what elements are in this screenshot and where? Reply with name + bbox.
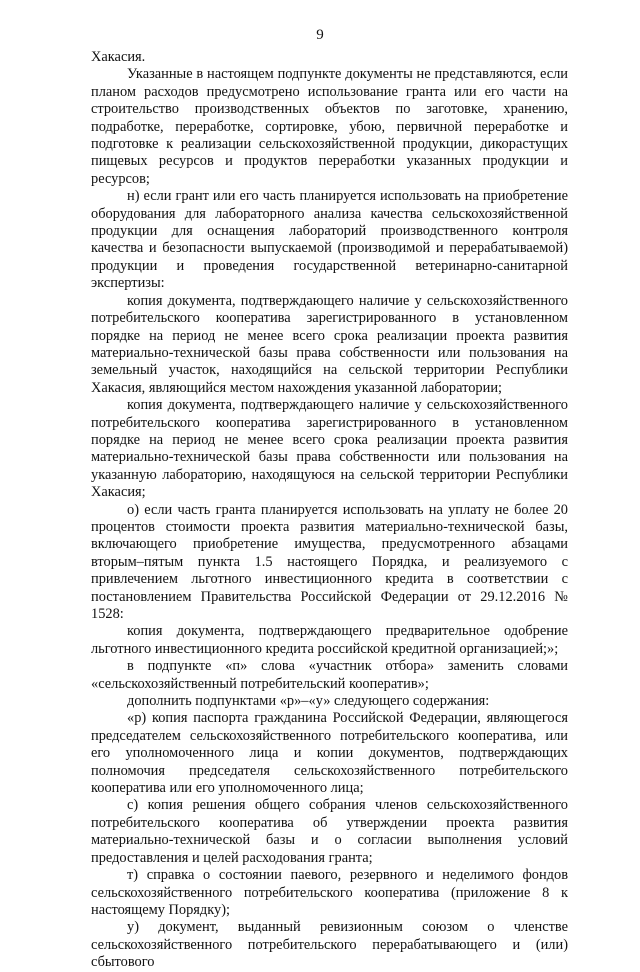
paragraph-subclause-n: н) если грант или его часть планируется использовать на приобретение оборудования для лабораторного анализа качества сельскохозяйственной продукции для оснащения лабораторий производственного контроля качества и безопасности выпускаемой (производимой и перерабатываемой) продукции и проведения государственной ветеринарно-санитарной экспертизы: [91, 188, 568, 292]
paragraph-continuation: Хакасия. [91, 49, 146, 65]
paragraph-subclause-r: «р) копия паспорта гражданина Российской Федерации, являющегося председателем сельскохозяйственного потребительского кооператива, или его уполномоченного лица и копии документов, подтверждающих полномочия председателя сельскохозяйственного потребительского кооператива или его уполномоченного лица; [91, 710, 568, 797]
paragraph-land-rights-copy: копия документа, подтверждающего наличие у сельскохозяйственного потребительского кооператива зарегистрированного в установленном порядке на период не менее всего срока реализации проекта развития материально-технической базы права собственности или пользования на земельный участок, находящийся на сельской территории Республики Хакасия, являющийся местом нахождения указанной лаборатории; [91, 292, 568, 396]
document-body [91, 49, 568, 972]
paragraph-subclause-u: у) документ, выданный ревизионным союзом о членстве сельскохозяйственного потребительского перерабатывающего и (или) сбытового [91, 919, 568, 971]
paragraph-laboratory-rights-copy: копия документа, подтверждающего наличие у сельскохозяйственного потребительского кооператива зарегистрированного в установленном порядке на период не менее всего срока реализации проекта развития материально-технической базы права собственности или пользования на указанную лабораторию, находящуюся на сельской территории Республики Хакасия; [91, 397, 568, 501]
paragraph-credit-approval-copy: копия документа, подтверждающего предварительное одобрение льготного инвестиционного кредита российской кредитной организацией;»; [91, 623, 568, 657]
paragraph-subclause-t: т) справка о состоянии паевого, резервного и неделимого фондов сельскохозяйственного потребительского кооператива (приложение 8 к настоящему Порядку); [91, 867, 568, 918]
paragraph-add-subclauses: дополнить подпунктами «р»–«у» следующего содержания: [127, 693, 490, 710]
paragraph-subclause-p-amendment: в подпункте «п» слова «участник отбора» заменить словами «сельскохозяйственный потребительский кооператив»; [91, 658, 568, 692]
page-number: 9 [316, 27, 324, 43]
paragraph-subclause-o: о) если часть гранта планируется использовать на уплату не более 20 процентов стоимости проекта развития материально-технической базы, включающего приобретение имущества, предусмотренного абзацами вторым–пятым пункта 1.5 настоящего Порядка, и реализуемого с привлечением льготного инвестиционного кредита в соответствии с постановлением Правительства Российской Федерации от 29.12.2016 № 1528: [91, 501, 568, 622]
paragraph-subclause-s: с) копия решения общего собрания членов сельскохозяйственного потребительского кооператива об утверждении проекта развития материально-технической базы и о согласии выполнения условий предоставления и целей расходования гранта; [91, 797, 568, 866]
paragraph-documents-not-required: Указанные в настоящем подпункте документы не представляются, если планом расходов предусмотрено использование гранта или его части на строительство производственных объектов по заготовке, хранению, подработке, переработке, сортировке, убою, первичной переработке и подготовке к реализации сельскохозяйственной продукции, дикорастущих пищевых ресурсов и продуктов переработки указанных продукции и ресурсов; [91, 66, 568, 187]
